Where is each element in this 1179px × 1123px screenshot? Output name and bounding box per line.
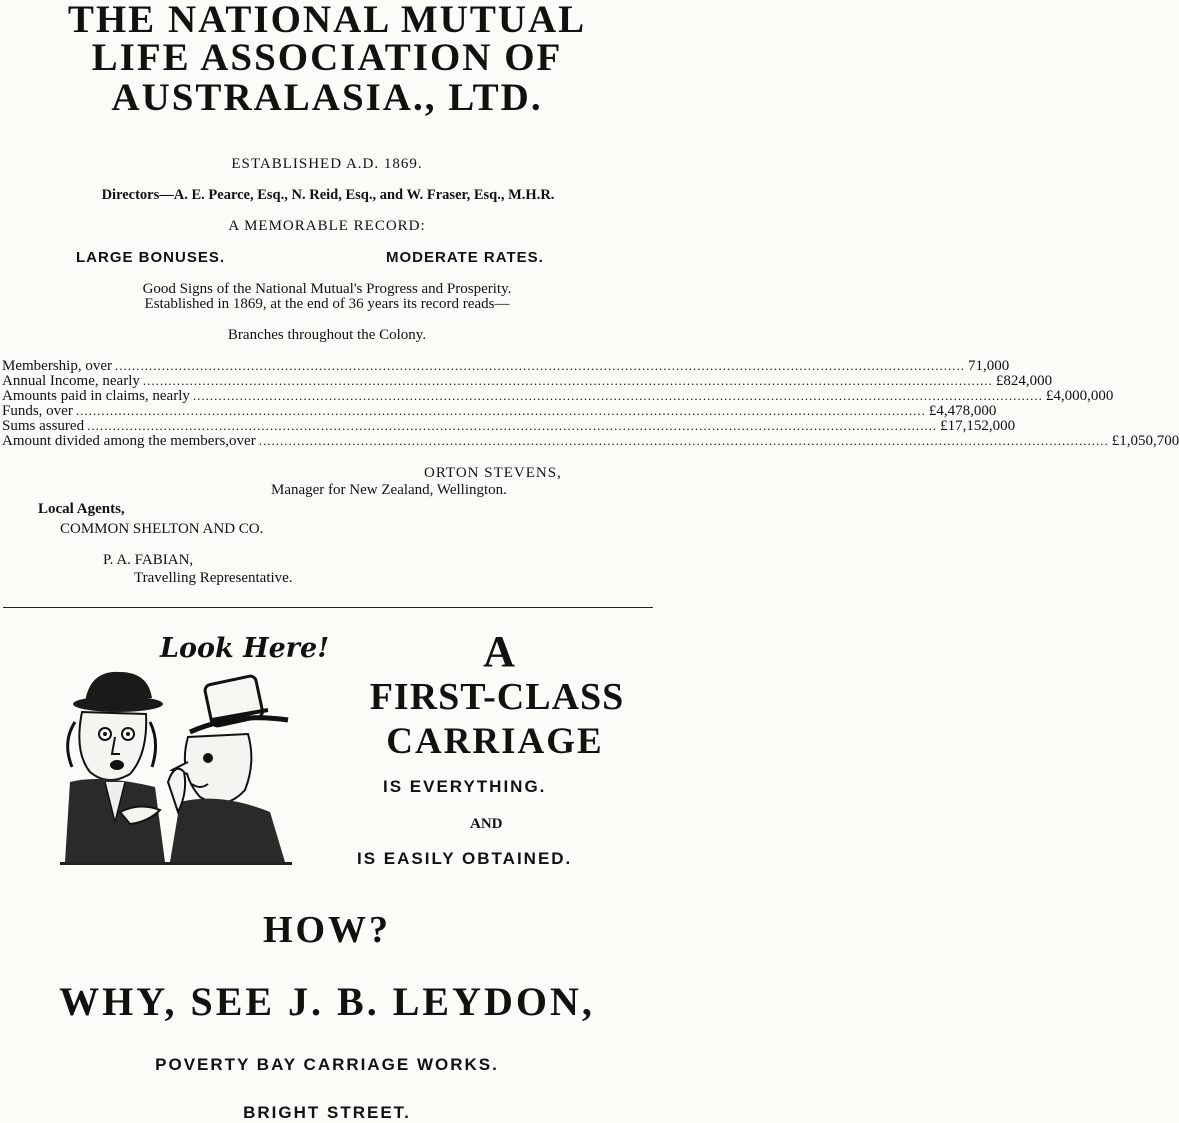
stat-row: [2, 433, 1179, 449]
ad-letter-a: A: [483, 627, 515, 676]
stat-row: [2, 358, 1010, 374]
stat-value: 71,000: [967, 358, 1010, 374]
leader-dots: ........................................................................................................................................................................................................: [75, 403, 926, 418]
stat-value: £17,152,000: [940, 418, 1016, 434]
ad-title-line-2: LIFE ASSOCIATION OF: [91, 36, 563, 79]
how-heading: HOW?: [262, 909, 392, 951]
stat-row: [2, 418, 1016, 434]
why-see-leydon: WHY, SEE J. B. LEYDON,: [59, 979, 595, 1024]
first-class-heading: FIRST-CLASS: [369, 676, 625, 718]
signs-line-2: Established in 1869, at the end of 36 years its record reads—: [144, 296, 510, 312]
directors-line: Directors—A. E. Pearce, Esq., N. Reid, Esq., and W. Fraser, Esq., M.H.R.: [101, 187, 555, 203]
two-men-illustration: [60, 662, 296, 870]
stat-row: [2, 403, 997, 419]
manager-name: ORTON STEVENS,: [424, 465, 562, 481]
representative-name: P. A. FABIAN,: [103, 552, 194, 568]
agent-company: COMMON SHELTON AND CO.: [60, 521, 264, 537]
branches-line: Branches throughout the Colony.: [227, 327, 427, 343]
stat-label: Funds, over: [2, 403, 73, 419]
look-here-heading: Look Here!: [160, 633, 330, 664]
memorable-record: A MEMORABLE RECORD:: [228, 218, 426, 234]
street-name: BRIGHT STREET.: [243, 1103, 411, 1122]
leader-dots: ........................................................................................................................................................................................................: [87, 418, 938, 433]
stat-value: £4,000,000: [1045, 388, 1114, 404]
stat-row: [2, 388, 1114, 404]
stat-label: Annual Income, nearly: [2, 373, 140, 389]
stat-row: [2, 373, 1053, 389]
local-agents-label: Local Agents,: [38, 501, 125, 517]
signs-line-1: Good Signs of the National Mutual's Progress and Prosperity.: [142, 281, 512, 297]
is-everything: IS EVERYTHING.: [383, 777, 547, 796]
stat-label: Amount divided among the members,over: [2, 433, 256, 449]
stat-label: Amounts paid in claims, nearly: [2, 388, 190, 404]
stat-value: £1,050,700: [1111, 433, 1179, 449]
works-name: POVERTY BAY CARRIAGE WORKS.: [155, 1055, 499, 1074]
ad-title-line-3: AUSTRALASIA., LTD.: [111, 76, 543, 119]
leader-dots: ........................................................................................................................................................................................................: [114, 358, 965, 373]
ad-divider: [3, 607, 653, 608]
stat-value: £824,000: [995, 373, 1053, 389]
stat-label: Sums assured: [2, 418, 85, 434]
leader-dots: ........................................................................................................................................................................................................: [142, 373, 993, 388]
leader-dots: ........................................................................................................................................................................................................: [192, 388, 1043, 403]
leader-dots: ........................................................................................................................................................................................................: [258, 433, 1109, 448]
large-bonuses: LARGE BONUSES.: [76, 249, 226, 266]
established-line: ESTABLISHED A.D. 1869.: [231, 156, 423, 172]
manager-title: Manager for New Zealand, Wellington.: [271, 482, 507, 498]
and-word: AND: [470, 816, 503, 832]
representative-title: Travelling Representative.: [134, 570, 293, 586]
carriage-heading: CARRIAGE: [386, 721, 604, 762]
ad-title-line-1: THE NATIONAL MUTUAL: [67, 0, 587, 41]
is-easily-obtained: IS EASILY OBTAINED.: [357, 849, 573, 868]
moderate-rates: MODERATE RATES.: [386, 249, 544, 266]
stat-label: Membership, over: [2, 358, 112, 374]
stat-value: £4,478,000: [928, 403, 997, 419]
